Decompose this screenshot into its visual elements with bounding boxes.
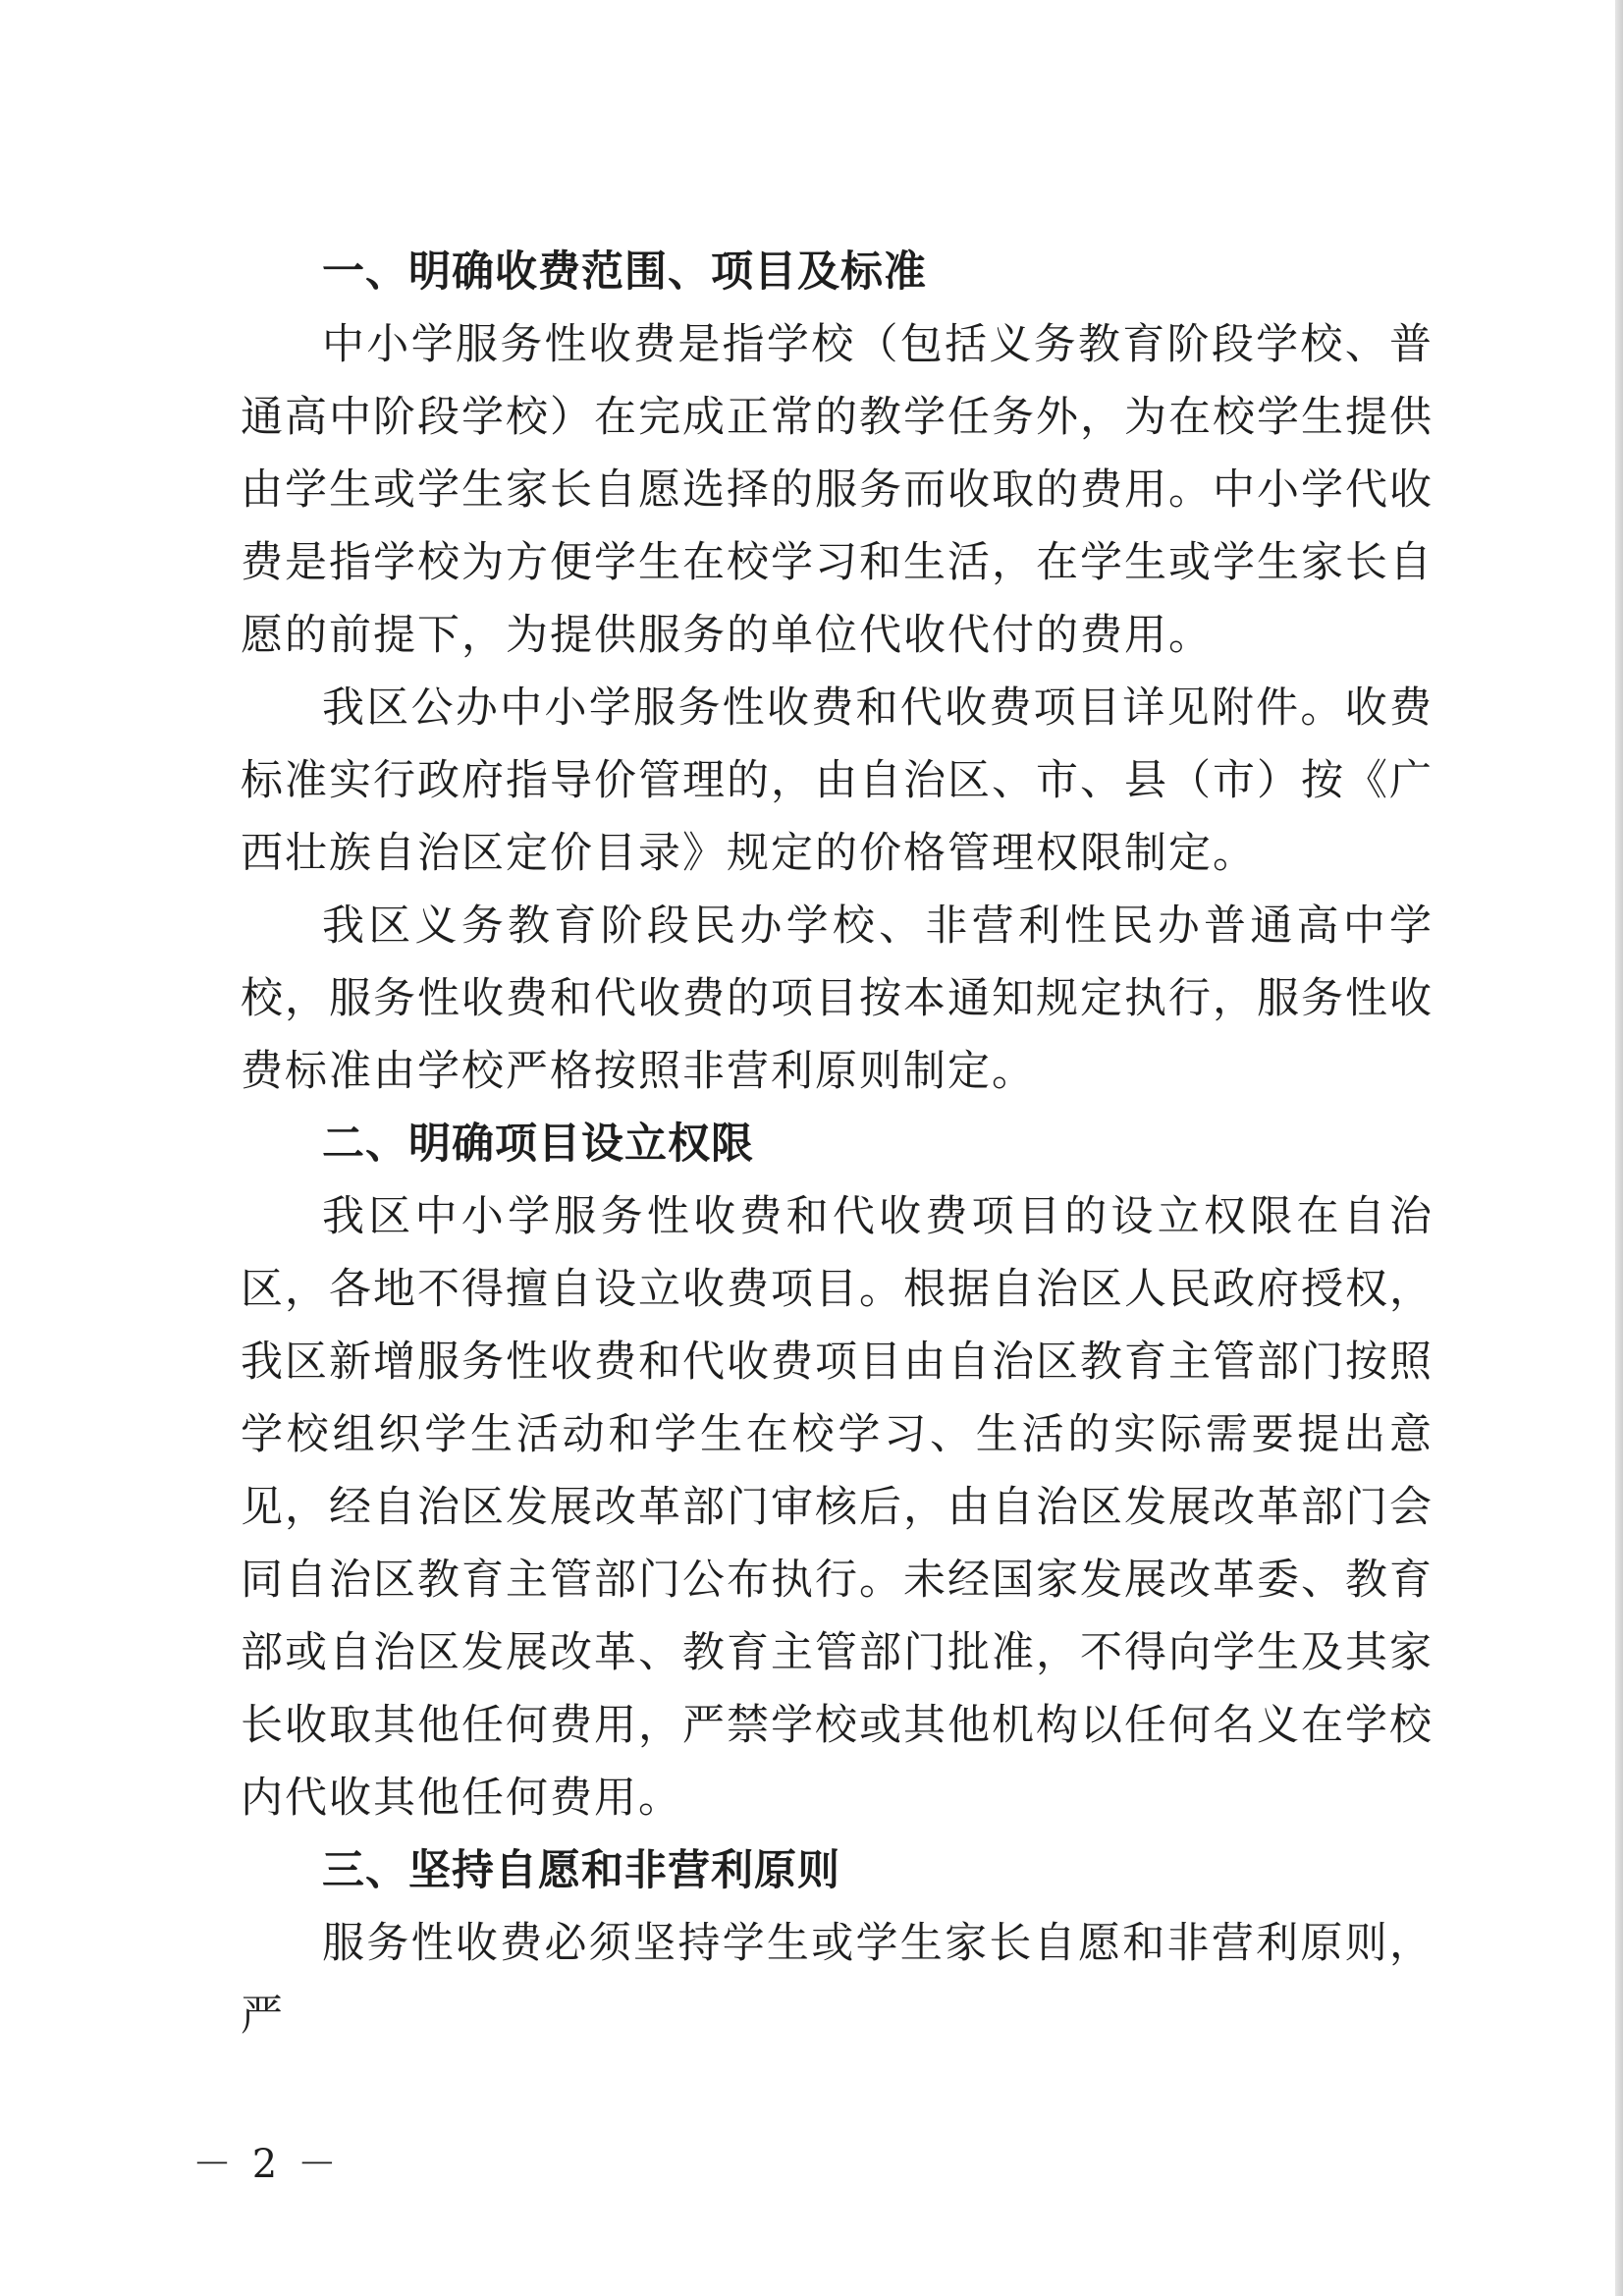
section-1-paragraph-3: 我区义务教育阶段民办学校、非营利性民办普通高中学校，服务性收费和代收费的项目按本通知规定执行，服务性收费标准由学校严格按照非营利原则制定。 bbox=[241, 902, 1434, 1096]
section-heading-1: 一、明确收费范围、项目及标准 bbox=[322, 247, 927, 297]
page-number: － 2 － bbox=[192, 2142, 341, 2187]
section-2-paragraph-1: 我区中小学服务性收费和代收费项目的设立权限在自治区，各地不得擅自设立收费项目。根据自治区人民政府授权，我区新增服务性收费和代收费项目由自治区教育主管部门按照学校组织学生活动和学生在校学习、生活的实际需要提出意见，经自治区发展改革部门审核后，由自治区发展改革部门会同自治区教育主管部门公布执行。未经国家发展改革委、教育部或自治区发展改革、教育主管部门批准，不得向学生及其家长收取其他任何费用，严禁学校或其他机构以任何名义在学校内代收其他任何费用。 bbox=[241, 1192, 1434, 1823]
section-3-paragraph-1: 服务性收费必须坚持学生或学生家长自愿和非营利原则，严 bbox=[241, 1919, 1434, 2041]
page-edge-shadow bbox=[1615, 0, 1623, 2296]
section-1-paragraph-1: 中小学服务性收费是指学校（包括义务教育阶段学校、普通高中阶段学校）在完成正常的教学任务外，为在校学生提供由学生或学生家长自愿选择的服务而收取的费用。中小学代收费是指学校为方便学生在校学习和生活，在学生或学生家长自愿的前提下，为提供服务的单位代收代付的费用。 bbox=[241, 320, 1434, 660]
section-heading-2: 二、明确项目设立权限 bbox=[322, 1120, 754, 1169]
section-1-paragraph-2: 我区公办中小学服务性收费和代收费项目详见附件。收费标准实行政府指导价管理的，由自治区、市、县（市）按《广西壮族自治区定价目录》规定的价格管理权限制定。 bbox=[241, 683, 1434, 878]
document-body bbox=[241, 236, 1434, 2052]
section-heading-3: 三、坚持自愿和非营利原则 bbox=[322, 1846, 840, 1895]
